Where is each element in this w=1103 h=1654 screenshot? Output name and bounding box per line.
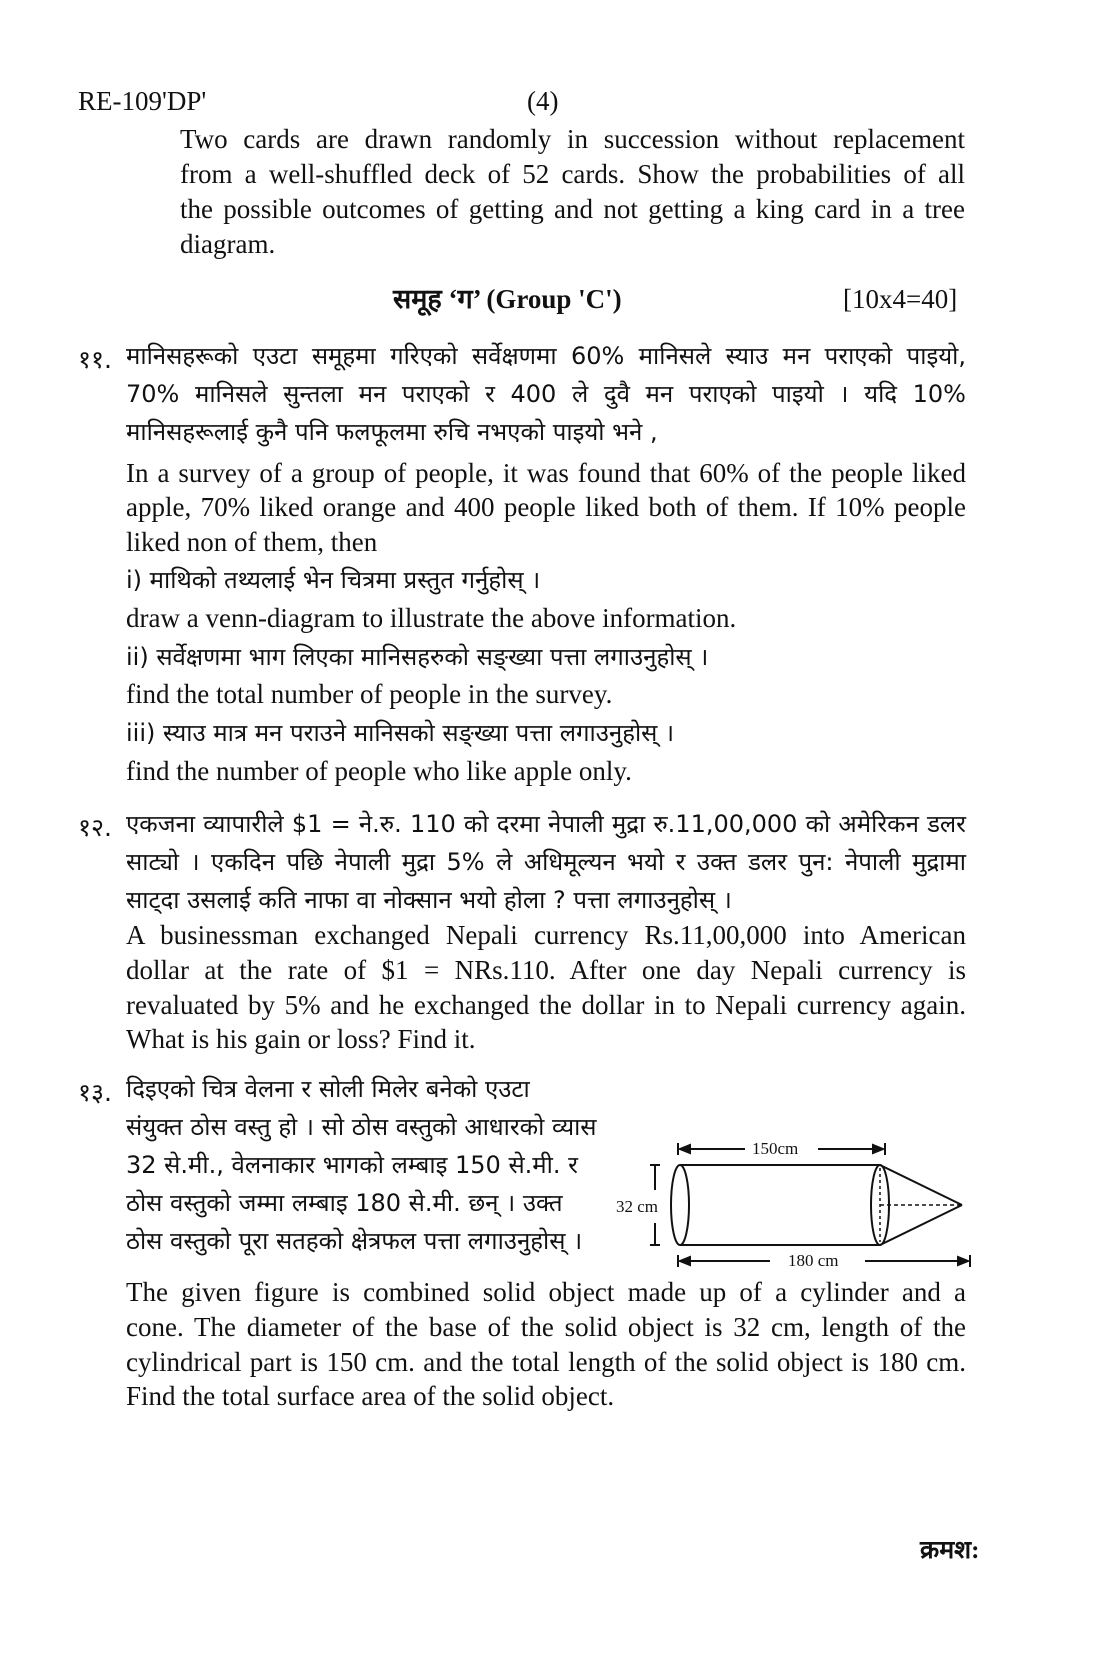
tree-question-line: diagram. (180, 229, 276, 259)
group-title: समूह ‘ग’ (Group 'C') (393, 284, 622, 314)
group-marks: [10x4=40] (843, 284, 958, 314)
q12-english-line: revaluated by 5% and he exchanged the dollar in to Nepali currency again. (126, 990, 966, 1020)
cylinder-cone-figure (616, 1135, 1020, 1275)
q11-english-line: apple, 70% liked orange and 400 people liked both of them. If 10% people (126, 492, 966, 522)
cone-slant-bottom (880, 1205, 962, 1245)
question-number-11: ११. (78, 345, 112, 374)
q12-english-line: A businessman exchanged Nepali currency Rs.11,00,000 into American (126, 920, 966, 950)
q12-nepali-line: साट्यो । एकदिन पछि नेपाली मुद्रा 5% ले अधिमूल्यन भयो र उक्त डलर पुन: नेपाली मुद्रामा (126, 848, 966, 876)
q12-nepali-line: एकजना व्यापारीले $1 = ने.रु. 110 को दरमा नेपाली मुद्रा रु.11,00,000 को अमेरिकन डलर (126, 810, 966, 838)
q11-part-iii-english: find the number of people who like apple only. (126, 756, 632, 786)
figure-label-32cm: 32 cm (616, 1197, 659, 1216)
q13-nepali-line: संयुक्त ठोस वस्तु हो । सो ठोस वस्तुको आधारको व्यास (126, 1113, 597, 1141)
q12-english-line: What is his gain or loss? Find it. (126, 1024, 476, 1054)
tree-question-line: from a well-shuffled deck of 52 cards. Show the probabilities of all (180, 159, 965, 189)
q11-part-ii-english: find the total number of people in the survey. (126, 679, 613, 709)
question-number-12: १२. (78, 813, 112, 842)
q13-nepali-line: 32 से.मी., वेलनाकार भागको लम्बाइ 150 से.मी. र (126, 1151, 578, 1179)
tree-question-line: the possible outcomes of getting and not getting a king card in a tree (180, 194, 965, 224)
question-number-13: १३. (78, 1078, 112, 1107)
arrow-left (680, 1257, 690, 1265)
figure-label-150cm: 150cm (752, 1139, 799, 1158)
cylinder-left-base (671, 1165, 689, 1245)
q12-nepali-line: साट्दा उसलाई कति नाफा वा नोक्सान भयो होला ? पत्ता लगाउनुहोस् । (126, 886, 732, 914)
q11-part-i-english: draw a venn-diagram to illustrate the above information. (126, 603, 737, 633)
q13-nepali-line: दिइएको चित्र वेलना र सोली मिलेर बनेको एउटा (126, 1075, 530, 1103)
arrow-left (680, 1145, 690, 1153)
q11-part-ii-nepali: ii) सर्वेक्षणमा भाग लिएका मानिसहरुको सङ्ख्या पत्ता लगाउनुहोस् । (126, 643, 709, 671)
q13-nepali-line: ठोस वस्तुको पूरा सतहको क्षेत्रफल पत्ता लगाउनुहोस् । (126, 1227, 583, 1255)
q13-english-line: cone. The diameter of the base of the solid object is 32 cm, length of the (126, 1312, 966, 1342)
cone-slant-top (880, 1165, 962, 1205)
q11-part-iii-nepali: iii) स्याउ मात्र मन पराउने मानिसको सङ्ख्या पत्ता लगाउनुहोस् । (126, 719, 675, 747)
q11-english-line: liked non of them, then (126, 527, 378, 557)
arrow-right (873, 1145, 883, 1153)
q11-english-line: In a survey of a group of people, it was found that 60% of the people liked (126, 458, 966, 488)
q13-nepali-line: ठोस वस्तुको जम्मा लम्बाइ 180 से.मी. छन् । उक्त (126, 1189, 563, 1217)
q12-english-line: dollar at the rate of $1 = NRs.110. After one day Nepali currency is (126, 955, 966, 985)
q11-nepali-line: मानिसहरूलाई कुनै पनि फलफूलमा रुचि नभएको पाइयो भने , (126, 418, 658, 446)
continued-marker: क्रमश: (920, 1537, 980, 1564)
paper-code: RE-109'DP' (78, 86, 207, 116)
q11-nepali-line: 70% मानिसले सुन्तला मन पराएको र 400 ले दुवै मन पराएको पाइयो । यदि 10% (126, 380, 966, 408)
q13-english-line: cylindrical part is 150 cm. and the total length of the solid object is 180 cm. (126, 1347, 966, 1377)
page-number: (4) (527, 86, 559, 116)
q11-part-i-nepali: i) माथिको तथ्यलाई भेन चित्रमा प्रस्तुत गर्नुहोस् । (126, 566, 541, 594)
tree-question-line: Two cards are drawn randomly in succession without replacement (180, 124, 965, 154)
figure-label-180cm: 180 cm (788, 1251, 839, 1270)
q13-english-line: The given figure is combined solid object made up of a cylinder and a (126, 1277, 966, 1307)
arrow-right (958, 1257, 968, 1265)
q11-nepali-line: मानिसहरूको एउटा समूहमा गरिएको सर्वेक्षणमा 60% मानिसले स्याउ मन पराएको पाइयो, (126, 342, 966, 370)
q13-english-line: Find the total surface area of the solid object. (126, 1381, 615, 1411)
